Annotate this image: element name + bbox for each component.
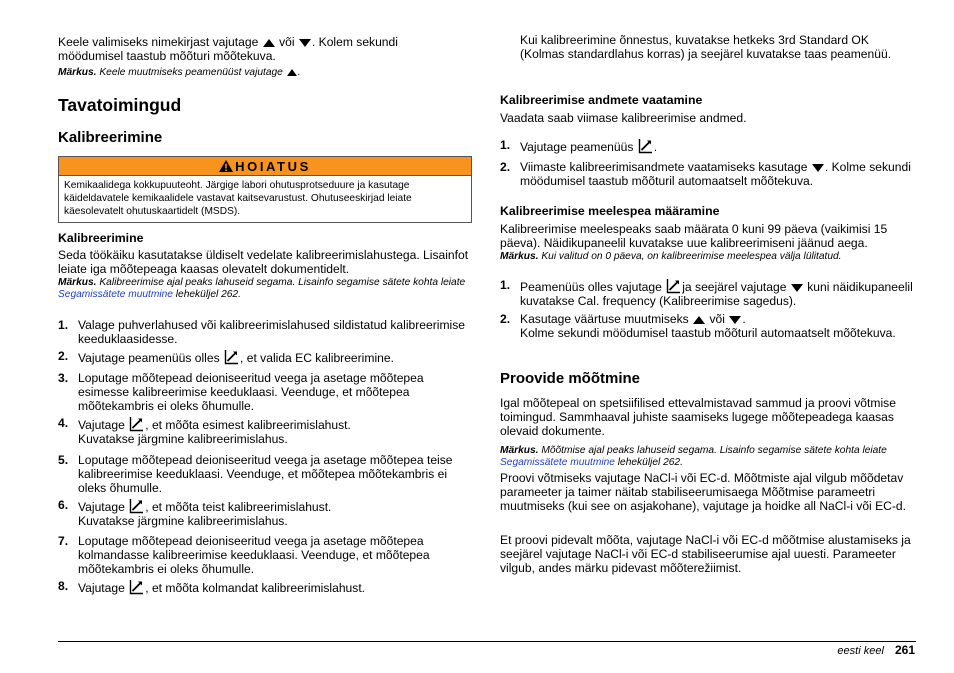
- step-number: 2.: [58, 349, 69, 363]
- warning-triangle-icon: [219, 160, 233, 172]
- down-arrow-icon: [791, 284, 803, 292]
- subsection-title-kalibreerimine: Kalibreerimine: [58, 231, 144, 245]
- section-title-kalibreerimine: Kalibreerimine: [58, 129, 163, 146]
- step-text: kuni näidikupaneelil kuvatakse Cal. frequency (Kalibreerimise sagedus).: [520, 280, 913, 309]
- list-item: [58, 453, 472, 496]
- list-item: [58, 416, 472, 446]
- footer-divider: [58, 641, 916, 642]
- step-text: Kuvatakse järgmine kalibreerimislahus.: [78, 514, 288, 529]
- intro-note: [58, 67, 472, 79]
- step-text: . Kolme sekundi möödumisel taastub mõõturil automaatselt mõõtekuva.: [520, 160, 911, 189]
- step-text: Loputage mõõtepead deioniseeritud veega ja asetage mõõtepea teise kalibreerimise keeduklaasi. Veenduge, et mõõtepea mõõtekambris ei oleks õhumulle.: [78, 453, 453, 496]
- subsection-title-meelespea: Kalibreerimise meelespea määramine: [500, 204, 720, 218]
- section-title-tavatoimingud: Tavatoimingud: [58, 95, 182, 115]
- meelespea-paragraph: Kalibreerimise meelespeaks saab määrata 0 kuni 99 päeva (vaikimisi 15 päeva). Näidikupaneelil kuvatakse uue kalibreerimiseni jäänud aega.: [500, 222, 888, 251]
- calibrate-key-icon: [129, 579, 144, 595]
- step-text: Peamenüüs olles vajutage: [520, 280, 662, 294]
- step-text: , et valida EC kalibreerimine.: [240, 351, 394, 365]
- list-item: [58, 534, 472, 577]
- step-text: Vajutage: [78, 581, 125, 595]
- step-number: 2.: [500, 312, 511, 326]
- list-item: [58, 349, 472, 365]
- step-number: 7.: [58, 534, 69, 548]
- step-text: .: [653, 140, 658, 154]
- calibration-result-paragraph: Kui kalibreerimine õnnestus, kuvatakse hetkeks 3rd Standard OK (Kolmas standardlahus korras) ja seejärel kuvatakse taas peamenüü.: [520, 33, 892, 62]
- intro-line2: möödumisel taastub mõõturi mõõtekuva.: [58, 49, 276, 64]
- step-number: 1.: [58, 318, 69, 332]
- warning-header: [59, 157, 471, 176]
- step-text: Vajutage: [78, 418, 125, 432]
- up-arrow-icon: [693, 316, 705, 324]
- calibrate-key-icon: [129, 416, 144, 432]
- warning-box: [58, 156, 472, 223]
- proovide-paragraph-3: Et proovi pidevalt mõõta, vajutage NaCl-i või EC-d mõõtmise alustamiseks ja seejärel vajutage NaCl-i või EC-d stabiliseerumise ajal uuesti. Parameeter vilgub, andes märku pidevast mõõterežiimist.: [500, 533, 911, 576]
- step-number: 3.: [58, 371, 69, 385]
- list-item: [500, 312, 915, 340]
- intro-note-end: .: [297, 67, 301, 79]
- step-text: Valage puhverlahused või kalibreerimislahused sildistatud kalibreerimise keeduklaasidesse.: [78, 318, 465, 347]
- intro-text-c: . Kolem sekundi: [311, 35, 398, 49]
- calibrate-key-icon: [224, 349, 239, 365]
- list-item: [58, 318, 472, 346]
- step-number: 8.: [58, 579, 69, 593]
- footer-language: eesti keel: [837, 645, 884, 657]
- section-title-proovide-mootmine: Proovide mõõtmine: [500, 370, 641, 387]
- note-label: Märkus.: [58, 277, 97, 288]
- page-footer: [837, 643, 915, 657]
- link-segamissatete-muutmine[interactable]: Segamissätete muutmine: [500, 457, 615, 469]
- down-arrow-icon: [812, 164, 824, 172]
- step-text: , et mõõta esimest kalibreerimislahust.: [145, 418, 351, 432]
- step-text: Loputage mõõtepead deioniseeritud veega ja asetage mõõtepea kolmandasse kalibreerimise keeduklaasi. Veenduge, et mõõtepea mõõtekambris ei oleks õhumulle.: [78, 534, 430, 577]
- intro-text-b: või: [279, 35, 295, 49]
- step-number: 1.: [500, 278, 511, 292]
- step-text: või: [709, 312, 725, 326]
- list-item: [58, 498, 472, 528]
- kalib-paragraph: Seda töökäiku kasutatakse üldiselt vedelate kalibreerimislahustega. Lisainfot leiate iga mõõtepeaga kaasas olevatelt dokumentidelt.: [58, 248, 469, 277]
- note-label: Märkus.: [58, 67, 97, 79]
- list-item: [500, 278, 915, 308]
- list-item: [58, 579, 472, 595]
- warning-title: HOIATUS: [235, 159, 311, 174]
- step-text: , et mõõta teist kalibreerimislahust.: [145, 500, 332, 514]
- down-arrow-icon: [729, 316, 741, 324]
- andmed-paragraph: Vaadata saab viimase kalibreerimise andmed.: [500, 111, 747, 125]
- meelespea-note-text: Kui valitud on 0 päeva, on kalibreerimise meelespea välja lülitatud.: [541, 251, 842, 262]
- step-text: Kolme sekundi möödumisel taastub mõõturil automaatselt mõõtekuva.: [520, 326, 896, 341]
- page-number: 261: [894, 643, 915, 657]
- up-arrow-icon: [287, 69, 297, 76]
- intro-paragraph: [58, 35, 472, 80]
- step-text: .: [742, 312, 746, 326]
- step-text: Vajutage peamenüüs: [520, 140, 634, 154]
- intro-text-a: Keele valimiseks nimekirjast vajutage: [58, 35, 259, 49]
- step-text: Kasutage väärtuse muutmiseks: [520, 312, 689, 326]
- proovide-note-text: Mõõtmise ajal peaks lahuseid segama. Lisainfo segamise sätete kohta leiate: [541, 445, 887, 456]
- step-number: 4.: [58, 416, 69, 430]
- up-arrow-icon: [263, 39, 275, 47]
- kalib-note-page: leheküljel 262.: [175, 289, 241, 301]
- step-number: 2.: [500, 160, 511, 174]
- step-number: 6.: [58, 498, 69, 512]
- step-number: 1.: [500, 138, 511, 152]
- meelespea-note: [500, 251, 915, 263]
- step-text: ja seejärel vajutage: [682, 280, 787, 294]
- kalib-note-text: Kalibreerimise ajal peaks lahuseid segama. Lisainfo segamise sätete kohta leiate: [99, 277, 466, 288]
- step-number: 5.: [58, 453, 69, 467]
- proovide-paragraph-2: Proovi võtmiseks vajutage NaCl-i või EC-d. Mõõtmiste ajal vilgub mõõdetav parameeter ja taimer näitab stabiliseerumisaega Mõõtmise parameetri muutmiseks (kui see on asjakohane), vajutage ja hoidke all NaCl-i või EC-d.: [500, 471, 907, 514]
- step-text: Viimaste kalibreerimisandmete vaatamiseks kasutage: [520, 160, 808, 174]
- proovide-note: [500, 445, 915, 469]
- list-item: [500, 138, 915, 154]
- step-text: , et mõõta kolmandat kalibreerimislahust.: [145, 581, 366, 595]
- step-text: Kuvatakse järgmine kalibreerimislahus.: [78, 432, 288, 447]
- intro-note-text: Keele muutmiseks peamenüüst vajutage: [99, 67, 283, 79]
- calibrate-key-icon: [638, 138, 653, 154]
- step-text: Vajutage: [78, 500, 125, 514]
- link-segamissatete-muutmine[interactable]: Segamissätete muutmine: [58, 289, 173, 301]
- calibrate-key-icon: [129, 498, 144, 514]
- step-text: Loputage mõõtepead deioniseeritud veega ja asetage mõõtepea esimesse kalibreerimise keeduklaasi. Veenduge, et mõõtepea mõõtekambris ei oleks õhumulle.: [78, 371, 424, 414]
- list-item: [58, 371, 472, 414]
- note-label: Märkus.: [500, 445, 539, 456]
- step-text: Vajutage peamenüüs olles: [78, 351, 220, 365]
- down-arrow-icon: [299, 39, 311, 47]
- subsection-title-andmete-vaatamine: Kalibreerimise andmete vaatamine: [500, 93, 703, 107]
- note-label: Märkus.: [500, 251, 539, 262]
- calibrate-key-icon: [666, 278, 681, 294]
- list-item: [500, 160, 915, 188]
- proovide-paragraph: Igal mõõtepeal on spetsiifilised ettevalmistavad sammud ja proovi võtmise toimingud. Sammhaaval juhiste saamiseks lugege mõõtepeadega kaasas olevaid dokumente.: [500, 396, 896, 439]
- kalib-note: [58, 277, 472, 301]
- proovide-note-page: leheküljel 262.: [617, 457, 683, 469]
- warning-text: Kemikaalidega kokkupuuteoht. Järgige labori ohutusprotseduure ja kasutage käideldavatele kemikaalidele vastavat kaitsevarustust. Ohutuseeskirjad leiate käesolevatelt ohutuskaartidelt (MSDS).: [64, 180, 412, 217]
